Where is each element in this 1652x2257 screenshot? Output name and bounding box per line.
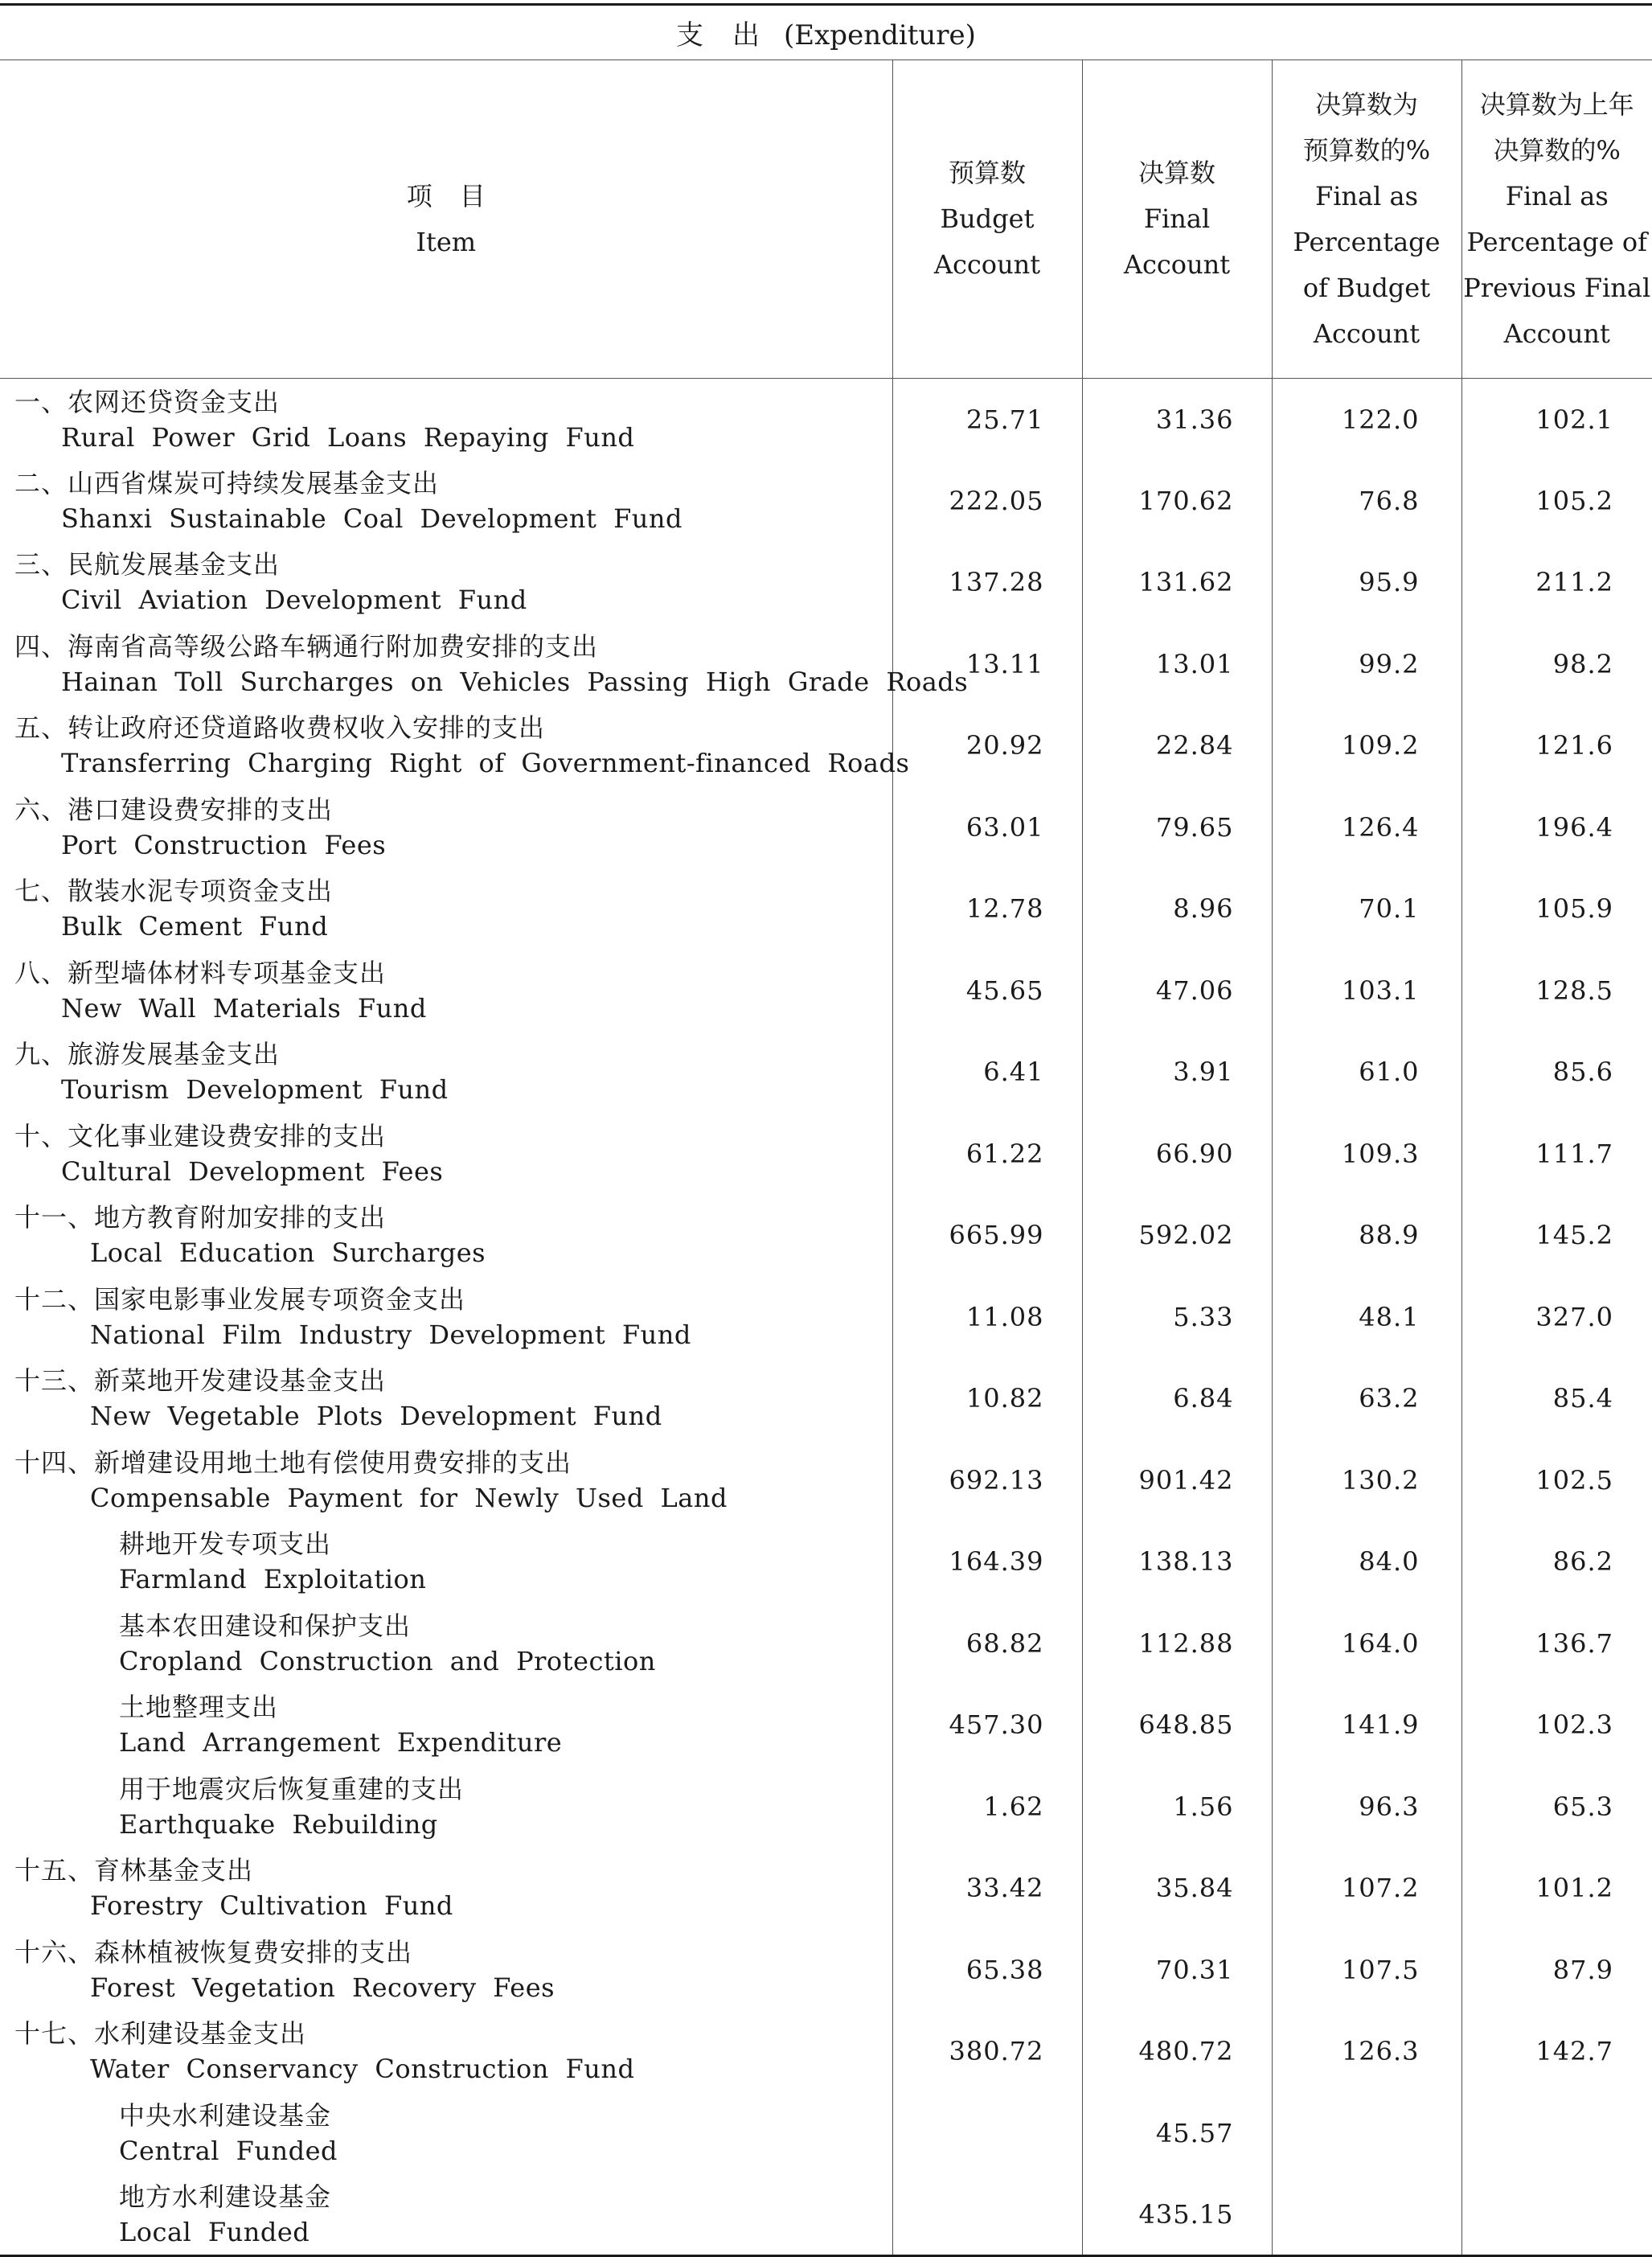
pct-prev-cell: 101.2 <box>1461 1848 1652 1930</box>
pct-budget-cell: 96.3 <box>1272 1766 1461 1848</box>
budget-cell: 457.30 <box>892 1685 1082 1767</box>
header-final-line: Final <box>1083 196 1272 242</box>
table-row <box>0 705 1652 787</box>
item-cn: 十七、水利建设基金支出 <box>14 2016 892 2051</box>
item-cell <box>0 1848 892 1930</box>
header-budget-line: Budget <box>893 196 1082 242</box>
budget-cell: 63.01 <box>892 786 1082 868</box>
header-final-line: 决算数 <box>1083 150 1272 196</box>
table-row <box>0 868 1652 950</box>
item-cn: 三、民航发展基金支出 <box>14 547 892 582</box>
table-row <box>0 2092 1652 2174</box>
table-row <box>0 379 1652 461</box>
pct-prev-cell: 196.4 <box>1461 786 1652 868</box>
header-pct-budget-line: Percentage <box>1273 220 1461 265</box>
header-pct-budget-line: 预算数的% <box>1273 128 1461 174</box>
pct-budget-cell: 126.4 <box>1272 786 1461 868</box>
table-row <box>0 1276 1652 1358</box>
table-row <box>0 1032 1652 1114</box>
item-cn: 八、新型墙体材料专项基金支出 <box>14 955 892 991</box>
pct-prev-cell: 105.9 <box>1461 868 1652 950</box>
table-row <box>0 1929 1652 2011</box>
pct-budget-cell: 126.3 <box>1272 2011 1461 2093</box>
table-row <box>0 1439 1652 1521</box>
budget-cell: 65.38 <box>892 1929 1082 2011</box>
item-cn: 十六、森林植被恢复费安排的支出 <box>14 1935 892 1970</box>
pct-prev-cell: 142.7 <box>1461 2011 1652 2093</box>
item-en: Compensable Payment for Newly Used Land <box>14 1480 892 1516</box>
pct-budget-cell: 109.2 <box>1272 705 1461 787</box>
pct-budget-cell: 164.0 <box>1272 1602 1461 1685</box>
item-cell <box>0 1685 892 1767</box>
pct-prev-cell: 86.2 <box>1461 1521 1652 1603</box>
budget-cell: 6.41 <box>892 1032 1082 1114</box>
item-en: Water Conservancy Construction Fund <box>14 2051 892 2087</box>
table-row <box>0 1195 1652 1277</box>
item-en: Transferring Charging Right of Government-financed Roads <box>14 745 892 781</box>
table-row <box>0 2011 1652 2093</box>
item-cn: 土地整理支出 <box>119 1689 892 1725</box>
final-cell: 47.06 <box>1082 950 1272 1032</box>
pct-budget-cell: 61.0 <box>1272 1032 1461 1114</box>
header-pct-prev <box>1461 60 1652 379</box>
header-pct-budget-line: Account <box>1273 311 1461 357</box>
item-cell <box>0 2174 892 2256</box>
item-cn: 基本农田建设和保护支出 <box>119 1608 892 1644</box>
budget-cell <box>892 2174 1082 2256</box>
final-cell: 66.90 <box>1082 1113 1272 1195</box>
pct-prev-cell: 98.2 <box>1461 623 1652 705</box>
item-cn: 用于地震灾后恢复重建的支出 <box>119 1771 892 1807</box>
item-cell <box>0 1766 892 1848</box>
item-cn: 七、散装水泥专项资金支出 <box>14 873 892 909</box>
pct-budget-cell: 88.9 <box>1272 1195 1461 1277</box>
final-cell: 79.65 <box>1082 786 1272 868</box>
final-cell: 1.56 <box>1082 1766 1272 1848</box>
budget-cell: 222.05 <box>892 460 1082 542</box>
item-en: Local Education Surcharges <box>14 1235 892 1270</box>
item-cn: 地方水利建设基金 <box>119 2179 892 2214</box>
item-cell <box>0 1929 892 2011</box>
table-row <box>0 1521 1652 1603</box>
item-cell <box>0 623 892 705</box>
pct-prev-cell: 102.1 <box>1461 379 1652 461</box>
final-cell: 901.42 <box>1082 1439 1272 1521</box>
final-cell: 648.85 <box>1082 1685 1272 1767</box>
item-en: Land Arrangement Expenditure <box>119 1725 892 1760</box>
item-en: New Wall Materials Fund <box>14 991 892 1026</box>
item-cell <box>0 1032 892 1114</box>
item-en: New Vegetable Plots Development Fund <box>14 1398 892 1434</box>
item-en: Tourism Development Fund <box>14 1072 892 1107</box>
table-row <box>0 1685 1652 1767</box>
table-row <box>0 1602 1652 1685</box>
final-cell: 131.62 <box>1082 542 1272 624</box>
pct-budget-cell: 122.0 <box>1272 379 1461 461</box>
final-cell: 138.13 <box>1082 1521 1272 1603</box>
item-en: Earthquake Rebuilding <box>119 1807 892 1842</box>
item-cn: 耕地开发专项支出 <box>119 1526 892 1561</box>
budget-cell: 10.82 <box>892 1358 1082 1440</box>
item-cn: 四、海南省高等级公路车辆通行附加费安排的支出 <box>14 629 892 664</box>
header-pct-prev-line: Final as <box>1462 174 1652 220</box>
table-row <box>0 950 1652 1032</box>
header-final <box>1082 60 1272 379</box>
pct-prev-cell <box>1461 2092 1652 2174</box>
pct-prev-cell: 145.2 <box>1461 1195 1652 1277</box>
item-en: Port Construction Fees <box>14 827 892 863</box>
header-item-cn: 项目 <box>0 174 920 220</box>
table-title-cn: 支出 <box>676 19 789 51</box>
budget-cell: 25.71 <box>892 379 1082 461</box>
item-cn: 十四、新增建设用地土地有偿使用费安排的支出 <box>14 1445 892 1480</box>
budget-cell: 164.39 <box>892 1521 1082 1603</box>
budget-cell: 692.13 <box>892 1439 1082 1521</box>
budget-cell <box>892 2092 1082 2174</box>
header-pct-budget-line: 决算数为 <box>1273 82 1461 128</box>
pct-budget-cell: 141.9 <box>1272 1685 1461 1767</box>
table-row <box>0 2174 1652 2256</box>
pct-budget-cell: 107.5 <box>1272 1929 1461 2011</box>
final-cell: 13.01 <box>1082 623 1272 705</box>
final-cell: 112.88 <box>1082 1602 1272 1685</box>
expenditure-table <box>0 3 1652 2257</box>
final-cell: 31.36 <box>1082 379 1272 461</box>
header-pct-prev-line: 决算数的% <box>1462 128 1652 174</box>
item-cn: 二、山西省煤炭可持续发展基金支出 <box>14 466 892 501</box>
budget-cell: 61.22 <box>892 1113 1082 1195</box>
pct-prev-cell: 102.3 <box>1461 1685 1652 1767</box>
item-en: Rural Power Grid Loans Repaying Fund <box>14 420 892 455</box>
column-header-row <box>0 60 1652 379</box>
final-cell: 592.02 <box>1082 1195 1272 1277</box>
item-cell <box>0 1521 892 1603</box>
table-row <box>0 1113 1652 1195</box>
budget-cell: 20.92 <box>892 705 1082 787</box>
header-pct-prev-line: 决算数为上年 <box>1462 82 1652 128</box>
final-cell: 8.96 <box>1082 868 1272 950</box>
pct-prev-cell: 327.0 <box>1461 1276 1652 1358</box>
header-item <box>0 60 892 379</box>
final-cell: 35.84 <box>1082 1848 1272 1930</box>
header-pct-prev-line: Previous Final <box>1462 265 1652 311</box>
final-cell: 170.62 <box>1082 460 1272 542</box>
budget-cell: 380.72 <box>892 2011 1082 2093</box>
final-cell: 6.84 <box>1082 1358 1272 1440</box>
item-cell <box>0 1113 892 1195</box>
header-pct-budget-line: of Budget <box>1273 265 1461 311</box>
item-en: National Film Industry Development Fund <box>14 1317 892 1352</box>
item-cell <box>0 868 892 950</box>
item-cell <box>0 950 892 1032</box>
pct-budget-cell: 95.9 <box>1272 542 1461 624</box>
budget-cell: 12.78 <box>892 868 1082 950</box>
pct-budget-cell <box>1272 2092 1461 2174</box>
item-cell <box>0 1358 892 1440</box>
item-cn: 中央水利建设基金 <box>119 2098 892 2133</box>
item-cn: 十五、育林基金支出 <box>14 1853 892 1888</box>
final-cell: 45.57 <box>1082 2092 1272 2174</box>
pct-budget-cell: 109.3 <box>1272 1113 1461 1195</box>
table-title-row <box>0 5 1652 60</box>
item-en: Local Funded <box>119 2214 892 2250</box>
header-budget <box>892 60 1082 379</box>
item-cell <box>0 1602 892 1685</box>
item-en: Civil Aviation Development Fund <box>14 582 892 618</box>
final-cell: 3.91 <box>1082 1032 1272 1114</box>
final-cell: 480.72 <box>1082 2011 1272 2093</box>
table-row <box>0 460 1652 542</box>
table-title-en: (Expenditure) <box>784 19 976 51</box>
item-en: Farmland Exploitation <box>119 1561 892 1597</box>
pct-budget-cell: 107.2 <box>1272 1848 1461 1930</box>
pct-budget-cell <box>1272 2174 1461 2256</box>
pct-prev-cell: 65.3 <box>1461 1766 1652 1848</box>
table-row <box>0 1848 1652 1930</box>
item-cn: 十、文化事业建设费安排的支出 <box>14 1118 892 1154</box>
final-cell: 22.84 <box>1082 705 1272 787</box>
pct-prev-cell: 85.6 <box>1461 1032 1652 1114</box>
item-cn: 九、旅游发展基金支出 <box>14 1036 892 1072</box>
final-cell: 70.31 <box>1082 1929 1272 2011</box>
header-pct-budget-line: Final as <box>1273 174 1461 220</box>
pct-budget-cell: 48.1 <box>1272 1276 1461 1358</box>
item-cell <box>0 1276 892 1358</box>
pct-prev-cell <box>1461 2174 1652 2256</box>
pct-prev-cell: 211.2 <box>1461 542 1652 624</box>
pct-prev-cell: 87.9 <box>1461 1929 1652 2011</box>
item-cell <box>0 705 892 787</box>
pct-prev-cell: 105.2 <box>1461 460 1652 542</box>
pct-budget-cell: 63.2 <box>1272 1358 1461 1440</box>
item-cn: 十二、国家电影事业发展专项资金支出 <box>14 1282 892 1317</box>
table-row <box>0 1766 1652 1848</box>
final-cell: 435.15 <box>1082 2174 1272 2256</box>
budget-cell: 665.99 <box>892 1195 1082 1277</box>
final-cell: 5.33 <box>1082 1276 1272 1358</box>
pct-prev-cell: 85.4 <box>1461 1358 1652 1440</box>
item-en: Cultural Development Fees <box>14 1154 892 1189</box>
item-cn: 五、转让政府还贷道路收费权收入安排的支出 <box>14 710 892 745</box>
item-cn: 一、农网还贷资金支出 <box>14 384 892 420</box>
header-item-en: Item <box>0 220 892 265</box>
pct-budget-cell: 103.1 <box>1272 950 1461 1032</box>
budget-cell: 68.82 <box>892 1602 1082 1685</box>
table-title <box>0 5 1652 60</box>
pct-budget-cell: 76.8 <box>1272 460 1461 542</box>
header-budget-line: Account <box>893 242 1082 288</box>
header-pct-prev-line: Percentage of <box>1462 220 1652 265</box>
item-en: Forest Vegetation Recovery Fees <box>14 1970 892 2005</box>
pct-budget-cell: 99.2 <box>1272 623 1461 705</box>
pct-prev-cell: 111.7 <box>1461 1113 1652 1195</box>
item-en: Shanxi Sustainable Coal Development Fund <box>14 501 892 536</box>
item-cn: 十三、新菜地开发建设基金支出 <box>14 1363 892 1398</box>
table-row <box>0 542 1652 624</box>
item-cell <box>0 786 892 868</box>
header-pct-prev-line: Account <box>1462 311 1652 357</box>
table-row <box>0 623 1652 705</box>
item-en: Hainan Toll Surcharges on Vehicles Passing High Grade Roads <box>14 664 892 700</box>
header-budget-line: 预算数 <box>893 150 1082 196</box>
budget-cell: 137.28 <box>892 542 1082 624</box>
budget-cell: 1.62 <box>892 1766 1082 1848</box>
table-row <box>0 1358 1652 1440</box>
header-pct-budget <box>1272 60 1461 379</box>
item-cell <box>0 2092 892 2174</box>
budget-cell: 13.11 <box>892 623 1082 705</box>
item-cell <box>0 2011 892 2093</box>
item-cn: 十一、地方教育附加安排的支出 <box>14 1200 892 1235</box>
item-cn: 六、港口建设费安排的支出 <box>14 792 892 827</box>
budget-cell: 45.65 <box>892 950 1082 1032</box>
pct-prev-cell: 128.5 <box>1461 950 1652 1032</box>
item-en: Forestry Cultivation Fund <box>14 1888 892 1923</box>
item-cell <box>0 542 892 624</box>
pct-budget-cell: 130.2 <box>1272 1439 1461 1521</box>
pct-prev-cell: 121.6 <box>1461 705 1652 787</box>
item-cell <box>0 460 892 542</box>
item-cell <box>0 379 892 461</box>
item-en: Central Funded <box>119 2133 892 2169</box>
item-cell <box>0 1439 892 1521</box>
pct-budget-cell: 84.0 <box>1272 1521 1461 1603</box>
table-row <box>0 786 1652 868</box>
item-en: Cropland Construction and Protection <box>119 1644 892 1679</box>
budget-cell: 11.08 <box>892 1276 1082 1358</box>
pct-budget-cell: 70.1 <box>1272 868 1461 950</box>
item-cell <box>0 1195 892 1277</box>
item-en: Bulk Cement Fund <box>14 909 892 944</box>
pct-prev-cell: 102.5 <box>1461 1439 1652 1521</box>
pct-prev-cell: 136.7 <box>1461 1602 1652 1685</box>
budget-cell: 33.42 <box>892 1848 1082 1930</box>
header-final-line: Account <box>1083 242 1272 288</box>
